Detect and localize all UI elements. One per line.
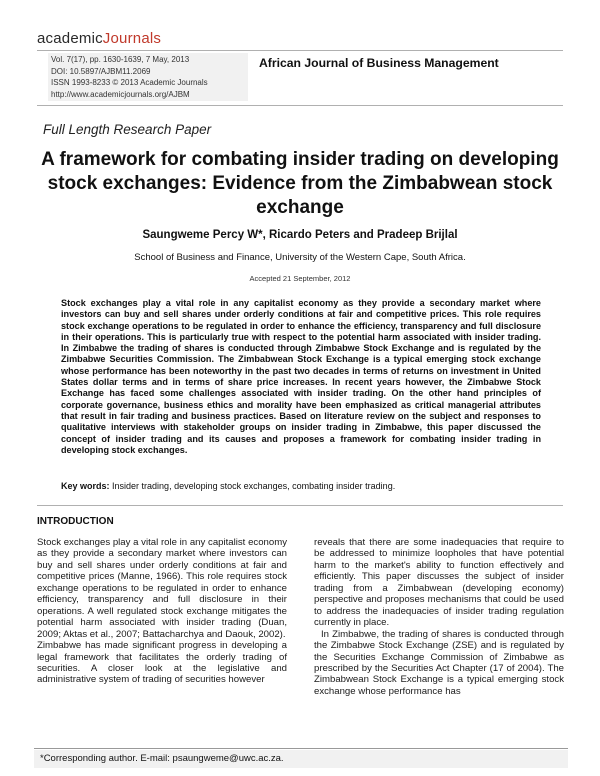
publisher-logo: academicJournals — [37, 30, 162, 47]
accepted-date: Accepted 21 September, 2012 — [249, 274, 351, 283]
section-heading-introduction: INTRODUCTION — [37, 516, 114, 527]
paragraph: In Zimbabwe, the trading of shares is conducted through the Zimbabwe Stock Exchange (ZSE) and is regulated by the Securities Exchange Commission of Zimbabwe as prescribed by the Securities Act Chapter (17 of 2004). The Zimbabwean Stock Exchange is a typical emerging stock exchange whose performance has — [314, 628, 564, 697]
volume-info: Vol. 7(17), pp. 1630-1639, 7 May, 2013 — [51, 55, 190, 64]
journal-url[interactable]: http://www.academicjournals.org/AJBM — [51, 89, 190, 99]
journal-name: African Journal of Business Management — [259, 56, 499, 70]
affiliation: School of Business and Finance, University of the Western Cape, South Africa. — [134, 252, 466, 263]
authors: Saungweme Percy W*, Ricardo Peters and Pradeep Brijlal — [142, 229, 458, 241]
section-rule — [37, 505, 563, 506]
footnote-rule — [34, 748, 568, 749]
keywords-list: Insider trading, developing stock exchanges, combating insider trading. — [112, 481, 396, 491]
paper-title: A framework for combating insider trading on developing stock exchanges: Evidence from the Zimbabwean stock exchange — [41, 149, 559, 218]
abstract: Stock exchanges play a vital role in any capitalist economy as they provide a secondary market where investors can buy and sell shares under orderly conditions at fair and competitive prices. This role requires stock exchange operations to be regulated in order to enhance the efficiency, transparency and full disclosure in their operations. This is particularly true with respect to the potential harm associated with insider trading. In Zimbabwe the trading of shares is conducted through Zimbabwe Stock Exchange and is regulated by the Zimbabwe Securities Commission. The Zimbabwean Stock Exchange is a typical emerging stock exchange whose performance has been noteworthy in the past two decades in terms of returns on investment in United States dollar terms and in terms of share price increases. In recent years however, the Zimbabwe Stock Exchange has faced some challenges associated with insider trading. On the other hand principles of corporate governance, business ethics and morality have been emphasized as critical managerial attributes that result in fair trading and business practices. Based on literature review on the subject and responses to qualitative interviews with stakeholder groups on insider trading in Zimbabwe, this paper discussed the concept of insider trading and its causes and proposes a framework for combating insider trading in developing stock exchanges. — [61, 298, 541, 455]
doi: DOI: 10.5897/AJBM11.2069 — [51, 66, 151, 76]
paper-type: Full Length Research Paper — [43, 122, 212, 137]
header-rule-bottom — [37, 105, 563, 106]
body-column-right — [314, 537, 564, 697]
keywords-label: Key words: — [61, 481, 110, 491]
paragraph: Stock exchanges play a vital role in any capitalist economy as they provide a secondary market where investors can buy and sell shares under orderly conditions at fair and competitive prices (Manne, 1966). This role requires stock exchange operations to be regulated in order to enhance efficiency, transparency and full disclosure in their operations. A well regulated stock exchange mitigates the potential harm associated with insider trading (Duan, 2009; Aktas et al., 2007; Battacharchya and Daouk, 2002). — [37, 537, 287, 640]
header-rule — [37, 50, 563, 51]
body-column-left — [37, 537, 287, 686]
citation-meta — [48, 53, 248, 101]
paragraph: reveals that there are some inadequacies that require to be addressed to minimize loopholes that have potential harm to the market's ability to function effectively and efficiently. This paper discusses the subject of insider trading from a Zimbabwean (developing economy) perspective and proposes mechanisms that could be used to address the inadequacies of insider trading regulation currently in place. — [314, 537, 564, 629]
paragraph: Zimbabwe has made significant progress in developing a legal framework that facilitates the orderly trading of securities. A closer look at the legislative and administrative system of trading of securities however — [37, 640, 287, 686]
keywords — [61, 481, 541, 491]
issn: ISSN 1993-8233 © 2013 Academic Journals — [51, 78, 208, 87]
corresponding-author-footnote: *Corresponding author. E-mail: psaungweme@uwc.ac.za. — [34, 750, 568, 768]
